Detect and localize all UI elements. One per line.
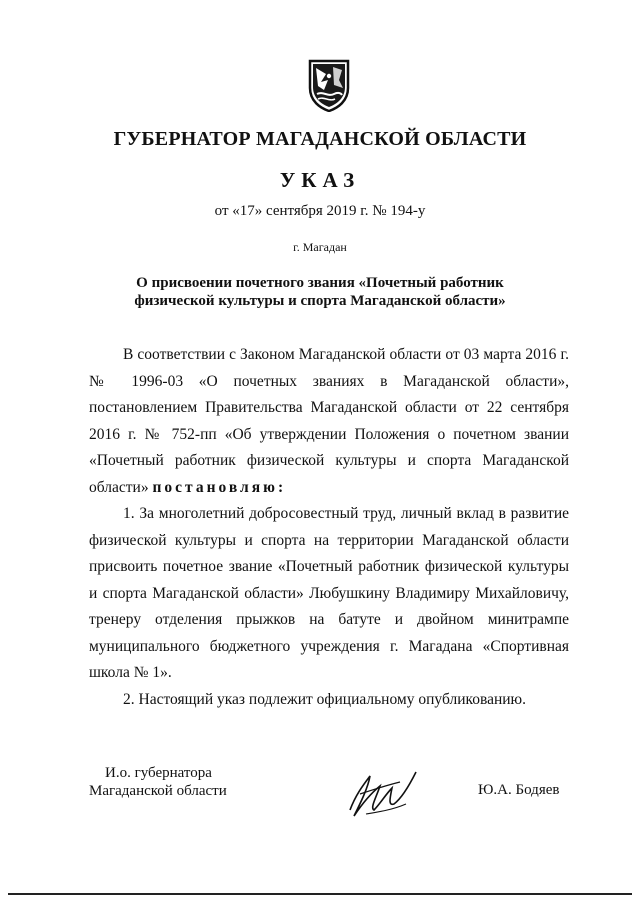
preamble-text: В соответствии с Законом Магаданской области от 03 марта 2016 г. № 1996-03 «О почетных званиях в Магаданской области», постановлением Правительства Магаданской области от 22 сентября 2016 г. № 752-пп «Об утверждении Положения о почетном звании «Почетный работник физической культуры и спорта Магаданской области» (89, 346, 569, 496)
subject-line-1: О присвоении почетного звания «Почетный работник (136, 275, 504, 291)
subject-line-2: физической культуры и спорта Магаданской области» (134, 293, 506, 309)
position-line-2: Магаданской области (89, 783, 227, 799)
document-type: УКАЗ (279, 168, 361, 192)
item-1-paragraph: 1. За многолетний добросовестный труд, личный вклад в развитие физической культуры и спорта на территории Магаданской области присвоить почетное звание «Почетный работник физической культуры и спорта Магаданской области» Любушкину Владимиру Михайловичу, тренеру отделения прыжков на батуте и двойном минитрампе муниципального бюджетного учреждения г. Магадана «Спортивная школа № 1». (89, 505, 569, 681)
handwritten-signature-icon (340, 764, 424, 824)
scan-bottom-edge (8, 893, 632, 895)
decree-body (89, 342, 569, 713)
signatory-name: Ю.А. Бодяев (478, 782, 560, 798)
item-2-paragraph: 2. Настоящий указ подлежит официальному опубликованию. (123, 690, 527, 708)
decree-dateline: от «17» сентября 2019 г. № 194-у (214, 203, 426, 219)
decree-subject (0, 274, 640, 310)
preamble-paragraph (89, 342, 569, 501)
resolve-word: постановляю: (152, 478, 287, 496)
issuing-authority: ГУБЕРНАТОР МАГАДАНСКОЙ ОБЛАСТИ (113, 128, 527, 150)
decree-city: г. Магадан (293, 240, 347, 254)
position-line-1: И.о. губернатора (105, 765, 212, 781)
signatory-position (89, 764, 227, 800)
coat-of-arms-icon (306, 58, 352, 112)
